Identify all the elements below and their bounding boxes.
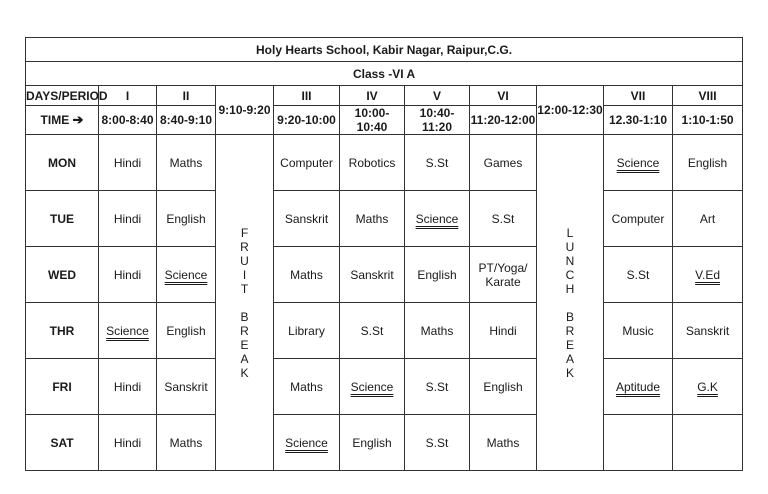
period-label: VI xyxy=(470,86,537,106)
period-time: 8:00-8:40 xyxy=(99,106,157,135)
timetable xyxy=(25,37,743,471)
subject-cell: Maths xyxy=(340,191,405,247)
day-label: MON xyxy=(26,135,99,191)
subject-cell: Hindi xyxy=(99,359,157,415)
subject-cell: Maths xyxy=(274,359,340,415)
day-label: THR xyxy=(26,303,99,359)
days-period-header: DAYS/PERIOD xyxy=(26,86,99,106)
period-time: 10:00-10:40 xyxy=(340,106,405,135)
subject-cell: Science xyxy=(274,415,340,471)
subject-cell xyxy=(604,415,673,471)
subject-cell: English xyxy=(340,415,405,471)
subject-cell: Games xyxy=(470,135,537,191)
period-label: VII xyxy=(604,86,673,106)
subject-cell: Maths xyxy=(405,303,470,359)
period-label: V xyxy=(405,86,470,106)
period-time: 8:40-9:10 xyxy=(157,106,216,135)
subject-cell: Hindi xyxy=(99,191,157,247)
period-time: 11:20-12:00 xyxy=(470,106,537,135)
period-label: I xyxy=(99,86,157,106)
subject-cell: English xyxy=(405,247,470,303)
subject-cell: S.St xyxy=(604,247,673,303)
subject-cell: Hindi xyxy=(99,247,157,303)
day-label: WED xyxy=(26,247,99,303)
subject-cell: Maths xyxy=(157,415,216,471)
period-label: IV xyxy=(340,86,405,106)
subject-cell: Maths xyxy=(470,415,537,471)
period-label: VIII xyxy=(673,86,743,106)
day-label: FRI xyxy=(26,359,99,415)
subject-cell: English xyxy=(470,359,537,415)
subject-cell: Science xyxy=(157,247,216,303)
subject-cell: G.K xyxy=(673,359,743,415)
subject-cell: English xyxy=(157,303,216,359)
subject-cell: English xyxy=(157,191,216,247)
time-label: TIME xyxy=(40,113,70,127)
subject-cell: Music xyxy=(604,303,673,359)
subject-cell: Science xyxy=(99,303,157,359)
subject-cell: Sanskrit xyxy=(157,359,216,415)
subject-cell: S.St xyxy=(405,359,470,415)
lunch-break-time: 12:00-12:30 xyxy=(537,86,604,135)
subject-cell: English xyxy=(673,135,743,191)
class-label: Class -VI A xyxy=(26,62,743,86)
subject-cell: Library xyxy=(274,303,340,359)
subject-cell: Maths xyxy=(274,247,340,303)
subject-cell: Science xyxy=(405,191,470,247)
period-time: 12.30-1:10 xyxy=(604,106,673,135)
day-label: TUE xyxy=(26,191,99,247)
time-header xyxy=(26,106,99,135)
subject-cell: Sanskrit xyxy=(673,303,743,359)
subject-cell: Science xyxy=(340,359,405,415)
subject-cell: Hindi xyxy=(99,135,157,191)
lunch-break-column: L U N C H B R E A K xyxy=(537,135,604,471)
school-title: Holy Hearts School, Kabir Nagar, Raipur,C.G. xyxy=(26,38,743,62)
subject-cell: V.Ed xyxy=(673,247,743,303)
period-time: 1:10-1:50 xyxy=(673,106,743,135)
subject-cell: S.St xyxy=(405,415,470,471)
subject-cell: S.St xyxy=(470,191,537,247)
subject-cell: PT/Yoga/ Karate xyxy=(470,247,537,303)
subject-cell: Computer xyxy=(604,191,673,247)
period-time: 10:40-11:20 xyxy=(405,106,470,135)
day-label: SAT xyxy=(26,415,99,471)
subject-cell: S.St xyxy=(340,303,405,359)
subject-cell xyxy=(673,415,743,471)
fruit-break-column: F R U I T B R E A K xyxy=(216,135,274,471)
subject-cell: Aptitude xyxy=(604,359,673,415)
subject-cell: Sanskrit xyxy=(340,247,405,303)
subject-cell: S.St xyxy=(405,135,470,191)
subject-cell: Hindi xyxy=(99,415,157,471)
arrow-right-icon: ➔ xyxy=(72,112,84,127)
subject-cell: Computer xyxy=(274,135,340,191)
subject-cell: Science xyxy=(604,135,673,191)
subject-cell: Maths xyxy=(157,135,216,191)
period-time: 9:20-10:00 xyxy=(274,106,340,135)
subject-cell: Hindi xyxy=(470,303,537,359)
period-label: II xyxy=(157,86,216,106)
subject-cell: Art xyxy=(673,191,743,247)
subject-cell: Robotics xyxy=(340,135,405,191)
period-label: III xyxy=(274,86,340,106)
fruit-break-time: 9:10-9:20 xyxy=(216,86,274,135)
subject-cell: Sanskrit xyxy=(274,191,340,247)
